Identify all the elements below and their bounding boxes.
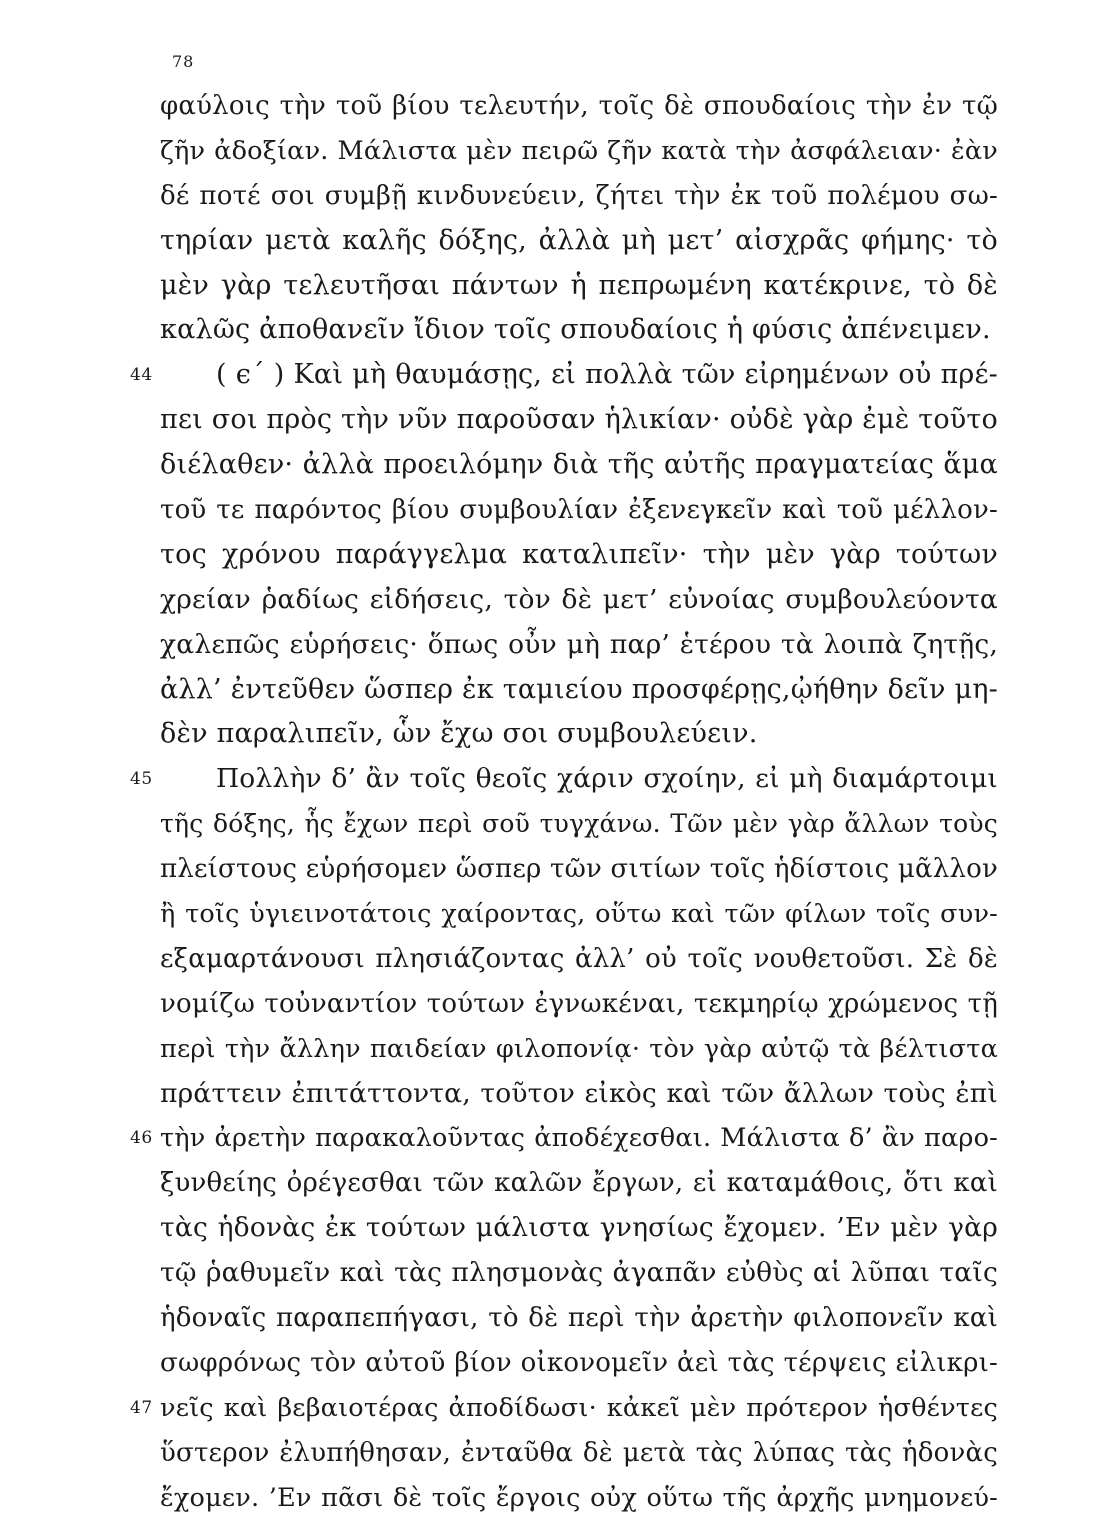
text-line xyxy=(160,892,998,937)
line-text: νομίζω τοὐναντίον τούτων ἐγνωκέναι, τεκμηρίῳ χρώμενος τῇ xyxy=(160,988,998,1019)
line-text: ἢ τοῖς ὑγιεινοτάτοις χαίροντας, οὕτω καὶ τῶν φίλων τοῖς συν- xyxy=(160,899,998,930)
line-text: τὴν ἀρετὴν παρακαλοῦντας ἀποδέχεσθαι. Μάλιστα δ’ ἂν παρο- xyxy=(160,1123,998,1154)
text-line xyxy=(130,757,998,802)
line-text: πλείστους εὑρήσομεν ὥσπερ τῶν σιτίων τοῖς ἡδίστοις μᾶλλον xyxy=(160,854,998,885)
text-line xyxy=(160,937,998,982)
line-text: σωφρόνως τὸν αὐτοῦ βίον οἰκονομεῖν ἀεὶ τὰς τέρψεις εἰλικρι- xyxy=(160,1347,998,1378)
text-line xyxy=(160,847,998,892)
line-text: δέ ποτέ σοι συμβῇ κινδυνεύειν, ζήτει τὴν ἐκ τοῦ πολέμου σω- xyxy=(160,180,998,211)
text-line xyxy=(160,1251,998,1296)
line-text: ἡδοναῖς παραπεπήγασι, τὸ δὲ περὶ τὴν ἀρετὴν φιλοπονεῖν καὶ xyxy=(160,1303,998,1334)
text-line xyxy=(130,1386,998,1431)
page-number: 78 xyxy=(172,52,195,71)
text-line xyxy=(130,353,998,398)
text-line xyxy=(160,219,998,264)
line-text: μὲν γὰρ τελευτῆσαι πάντων ἡ πεπρωμένη κατέκρινε, τὸ δὲ xyxy=(160,269,998,301)
line-text: ὕστερον ἐλυπήθησαν, ἐνταῦθα δὲ μετὰ τὰς λύπας τὰς ἡδονὰς xyxy=(160,1437,998,1468)
line-text: δὲν παραλιπεῖν, ὧν ἔχω σοι συμβουλεύειν. xyxy=(160,718,758,750)
section-number: 47 xyxy=(130,1397,153,1418)
section-number: 44 xyxy=(130,365,153,386)
text-line xyxy=(160,668,998,713)
text-line xyxy=(160,84,998,129)
text-line xyxy=(130,1116,998,1161)
line-text: καλῶς ἀποθανεῖν ἴδιον τοῖς σπουδαίοις ἡ φύσις ἀπένειμεν. xyxy=(160,314,991,346)
line-text: τος χρόνου παράγγελμα καταλιπεῖν· τὴν μὲν γὰρ τούτων xyxy=(160,538,998,570)
text-block xyxy=(130,84,998,1521)
section-number: 46 xyxy=(130,1128,153,1149)
line-text: εξαμαρτάνουσι πλησιάζοντας ἀλλ’ οὐ τοῖς νουθετοῦσι. Σὲ δὲ xyxy=(160,943,998,974)
text-line xyxy=(160,1296,998,1341)
text-line xyxy=(160,982,998,1027)
text-line xyxy=(160,802,998,847)
text-line xyxy=(160,578,998,623)
text-line xyxy=(160,1072,998,1117)
line-text: τηρίαν μετὰ καλῆς δόξης, ἀλλὰ μὴ μετ’ αἰσχρᾶς φήμης· τὸ xyxy=(160,224,998,256)
section-number: 45 xyxy=(130,769,153,790)
text-line xyxy=(160,174,998,219)
line-text: νεῖς καὶ βεβαιοτέρας ἀποδίδωσι· κἀκεῖ μὲν πρότερον ἡσθέντες xyxy=(160,1392,998,1423)
line-text: ἀλλ’ ἐντεῦθεν ὥσπερ ἐκ ταμιείου προσφέρῃς,ᾠήθην δεῖν μη- xyxy=(160,673,998,705)
text-line xyxy=(160,1431,998,1476)
line-text: τῷ ῥαθυμεῖν καὶ τὰς πλησμονὰς ἀγαπᾶν εὐθὺς αἱ λῦπαι ταῖς xyxy=(160,1257,998,1289)
line-text: πράττειν ἐπιτάττοντα, τοῦτον εἰκὸς καὶ τῶν ἄλλων τοὺς ἐπὶ xyxy=(160,1077,998,1109)
text-line xyxy=(160,1341,998,1386)
text-line xyxy=(160,1206,998,1251)
text-line xyxy=(160,1161,998,1206)
line-text: χαλεπῶς εὑρήσεις· ὅπως οὖν μὴ παρ’ ἑτέρου τὰ λοιπὰ ζητῇς, xyxy=(160,628,998,660)
text-line xyxy=(160,623,998,668)
text-line xyxy=(160,264,998,309)
line-text: τὰς ἡδονὰς ἐκ τούτων μάλιστα γνησίως ἔχομεν. ’Εν μὲν γὰρ xyxy=(160,1212,998,1244)
text-line xyxy=(160,129,998,174)
line-text: περὶ τὴν ἄλλην παιδείαν φιλοπονίᾳ· τὸν γὰρ αὐτῷ τὰ βέλτιστα xyxy=(160,1033,998,1064)
line-text: πει σοι πρὸς τὴν νῦν παροῦσαν ἡλικίαν· οὐδὲ γὰρ ἐμὲ τοῦτο xyxy=(160,404,998,436)
text-line xyxy=(160,1476,998,1521)
line-text: φαύλοις τὴν τοῦ βίου τελευτήν, τοῖς δὲ σπουδαίοις τὴν ἐν τῷ xyxy=(160,91,998,121)
line-text: ἔχομεν. ’Εν πᾶσι δὲ τοῖς ἔργοις οὐχ οὕτω τῆς ἀρχῆς μνημονεύ- xyxy=(160,1482,998,1513)
line-text: ( ϵ΄ ) Καὶ μὴ θαυμάσῃς, εἰ πολλὰ τῶν εἰρημένων οὐ πρέ- xyxy=(216,359,998,391)
line-text: τῆς δόξης, ἧς ἔχων περὶ σοῦ τυγχάνω. Τῶν μὲν γὰρ ἄλλων τοὺς xyxy=(160,809,998,839)
text-line xyxy=(160,1027,998,1072)
text-line xyxy=(160,488,998,533)
text-line xyxy=(160,533,998,578)
text-line xyxy=(160,712,998,757)
text-line xyxy=(160,443,998,488)
text-line xyxy=(160,398,998,443)
line-text: διέλαθεν· ἀλλὰ προειλόμην διὰ τῆς αὐτῆς πραγματείας ἅμα xyxy=(160,449,998,481)
line-text: ζῆν ἀδοξίαν. Μάλιστα μὲν πειρῶ ζῆν κατὰ τὴν ἀσφάλειαν· ἐὰν xyxy=(160,135,998,166)
line-text: ξυνθείης ὀρέγεσθαι τῶν καλῶν ἔργων, εἰ καταμάθοις, ὅτι καὶ xyxy=(160,1168,998,1199)
line-text: Πολλὴν δ’ ἂν τοῖς θεοῖς χάριν σχοίην, εἰ μὴ διαμάρτοιμι xyxy=(216,763,998,795)
line-text: χρείαν ῥαδίως εἰδήσεις, τὸν δὲ μετ’ εὐνοίας συμβουλεύοντα xyxy=(160,583,998,615)
text-line xyxy=(160,308,998,353)
line-text: τοῦ τε παρόντος βίου συμβουλίαν ἐξενεγκεῖν καὶ τοῦ μέλλον- xyxy=(160,495,998,526)
